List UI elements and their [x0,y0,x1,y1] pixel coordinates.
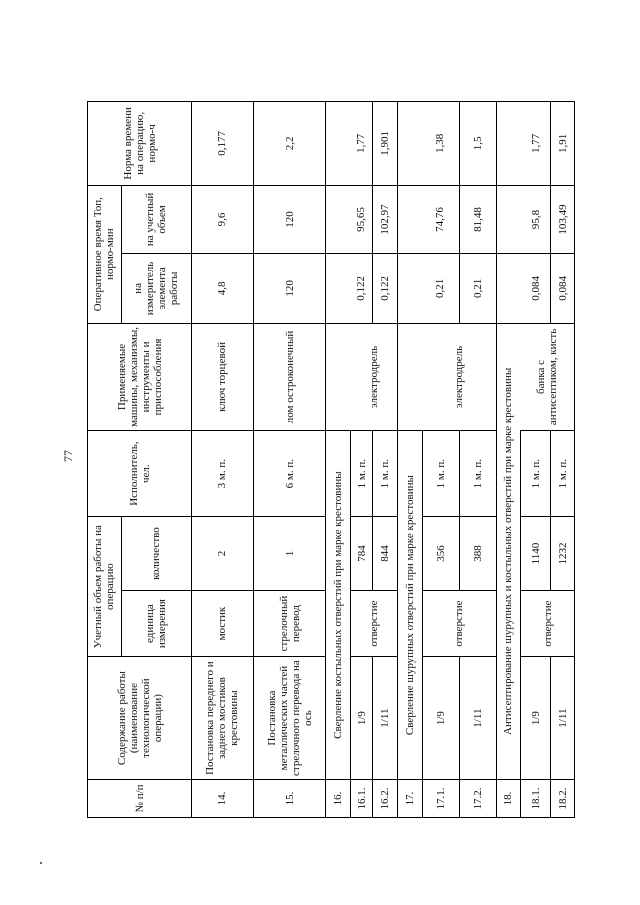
cell-meter: 0,21 [422,254,459,324]
cell-norm: 2,2 [253,102,326,186]
cell-machine: лом остроконечный [253,323,326,431]
section-title: Сверление шурупных отверстий при марке крестовины [398,431,423,780]
cell-mark: 1/11 [551,657,575,780]
cell-qty: 784 [351,517,373,591]
cell-volume: 95,8 [521,185,551,253]
section-num: 17. [398,779,423,817]
cell-performer: 1 м. п. [422,431,459,517]
cell-mark: 1/11 [373,657,398,780]
cell-performer: 1 м. п. [373,431,398,517]
cell-performer: 1 м. п. [521,431,551,517]
table-row [373,102,398,818]
cell-volume: 95,65 [351,185,373,253]
table-row [422,102,459,818]
table-row [351,102,373,818]
cell-qty: 844 [373,517,398,591]
header-volume: Учетный объем работы на операцию [88,517,122,657]
cell-norm: 0,177 [192,102,254,186]
header-performer: Исполнитель, чел. [88,431,192,517]
table-row [192,102,254,818]
header-content: Содержание работы (наименование технологической операции) [88,657,192,780]
cell-qty: 388 [459,517,496,591]
cell-unit: отверстие [521,590,575,656]
section-title: Антисептирование шурупных и костыльных отверстий при марке крестовины [496,323,521,779]
cell-num: 18.2. [551,779,575,817]
cell-meter: 120 [253,254,326,324]
cell-norm: 1,38 [422,102,459,186]
cell-machine: банка с антисептиком, кисть [521,323,575,431]
cell-meter: 0,122 [351,254,373,324]
table-row [521,102,551,818]
cell-content: Постановка металлических частей стрелочного перевода на ось [253,657,326,780]
section-num: 16. [326,779,351,817]
header-row-1 [88,102,122,818]
cell-norm: 1,5 [459,102,496,186]
cell-mark: 1/9 [422,657,459,780]
section-row [326,102,351,818]
section-title: Сверление костыльных отверстий при марке крестовины [326,431,351,780]
page-number: 77 [61,450,75,462]
header-quantity: количество [121,517,192,591]
cell-volume: 120 [253,185,326,253]
cell-performer: 3 м. п. [192,431,254,517]
cell-norm: 1,91 [551,102,575,186]
cell-num: 17.2. [459,779,496,817]
cell-meter: 0,21 [459,254,496,324]
cell-volume: 74,76 [422,185,459,253]
rotated-table-container [87,101,575,818]
cell-machine: электродрель [422,323,496,431]
cell-mark: 1/9 [521,657,551,780]
cell-performer: 1 м. п. [459,431,496,517]
header-norm: Норма времени на операцию, нормо-ч [88,102,192,186]
cell-performer: 1 м. п. [351,431,373,517]
cell-qty: 356 [422,517,459,591]
cell-performer: 6 м. п. [253,431,326,517]
cell-volume: 9,6 [192,185,254,253]
header-machines: Применяемые машины, механизмы, инструменты и приспособления [88,323,192,431]
cell-performer: 1 м. п. [551,431,575,517]
cell-content: Постановка переднего и заднего мостиков крестовины [192,657,254,780]
cell-norm: 1,77 [351,102,373,186]
cell-qty: 2 [192,517,254,591]
table-row [459,102,496,818]
cell-num: 15. [253,779,326,817]
header-num: № п/п [88,779,192,817]
cell-meter: 0,084 [521,254,551,324]
table-row [253,102,326,818]
cell-volume: 81,48 [459,185,496,253]
cell-unit: отверстие [422,590,496,656]
cell-norm: 1,901 [373,102,398,186]
section-row [398,102,423,818]
section-row [496,102,521,818]
cell-meter: 4,8 [192,254,254,324]
cell-machine: ключ торцевой [192,323,254,431]
cell-mark: 1/11 [459,657,496,780]
cell-unit: отверстие [351,590,398,656]
cell-meter: 0,122 [373,254,398,324]
cell-num: 17.1. [422,779,459,817]
table-row [551,102,575,818]
cell-num: 18.1. [521,779,551,817]
cell-unit: стрелочный перевод [253,590,326,656]
header-optime: Оперативное время Топ, нормо-мин [88,185,122,323]
cell-volume: 103,49 [551,185,575,253]
header-volume-time: на учетный объем [121,185,192,253]
header-unit: единица измерения [121,590,192,656]
cell-qty: 1140 [521,517,551,591]
cell-unit: мостик [192,590,254,656]
section-num: 18. [496,779,521,817]
cell-machine: электродрель [351,323,398,431]
norms-table [87,101,575,818]
cell-num: 14. [192,779,254,817]
speck-mark [40,862,42,864]
cell-qty: 1232 [551,517,575,591]
cell-num: 16.2. [373,779,398,817]
cell-mark: 1/9 [351,657,373,780]
cell-volume: 102,97 [373,185,398,253]
cell-num: 16.1. [351,779,373,817]
cell-qty: 1 [253,517,326,591]
header-meter: на измеритель элемента работы [121,254,192,324]
cell-meter: 0,084 [551,254,575,324]
cell-norm: 1,77 [521,102,551,186]
